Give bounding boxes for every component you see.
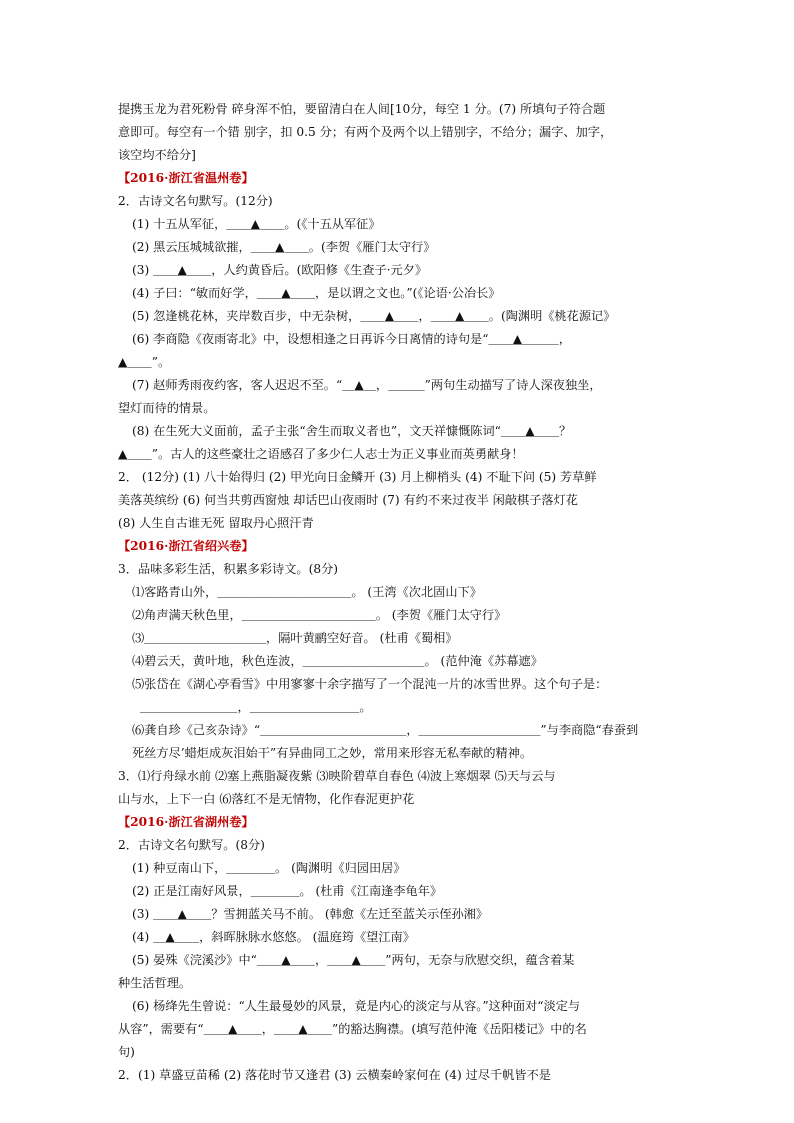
question-item: (1) 十五从军征，＿＿▲＿＿。(《十五从军征》 — [132, 217, 381, 231]
question-item: (3) ＿＿▲＿＿？雪拥蓝关马不前。 (韩愈《左迁至蓝关示侄孙湘》 — [132, 907, 489, 921]
question-item: ⑸张岱在《湖心亭看雪》中用寥寥十余字描写了一个混沌一片的冰雪世界。这个句子是： — [132, 677, 608, 691]
question-item: ＿＿＿＿＿＿＿＿，＿＿＿＿＿＿＿＿＿。 — [140, 700, 372, 714]
question-title: 2．古诗文名句默写。(8分) — [118, 838, 265, 852]
answer-line: 2． (12分) (1) 八十始得归 (2) 甲光向日金鳞开 (3) 月上柳梢头 (4) 不耻下问 (5) 芳草鲜 — [118, 470, 597, 484]
question-item: 从容”，需要有“＿＿▲＿＿，＿＿▲＿＿”的豁达胸襟。(填写范仲淹《岳阳楼记》中的名 — [118, 1022, 587, 1036]
question-item: 句) — [118, 1045, 135, 1059]
answer-line: 3．⑴行舟绿水前 ⑵塞上燕脂凝夜紫 ⑶映阶碧草自春色 ⑷波上寒烟翠 ⑸天与云与 — [118, 769, 556, 783]
question-item: 死丝方尽’蜡炬成灰泪始干”有异曲同工之妙，常用来形容无私奉献的精神。 — [132, 746, 533, 760]
answer-line: 山与水，上下一白 ⑹落红不是无情物，化作春泥更护花 — [118, 792, 415, 806]
section-header: 【2016·浙江省绍兴卷】 — [118, 539, 254, 553]
question-item: ⑵角声满天秋色里，＿＿＿＿＿＿＿＿＿＿＿。 (李贺《雁门太守行》 — [132, 608, 507, 622]
intro-line: 该空均不给分] — [118, 148, 196, 162]
question-item: 种生活哲理。 — [118, 976, 192, 990]
answer-line: 美落英缤纷 (6) 何当共剪西窗烛 却话巴山夜雨时 (7) 有约不来过夜半 闲敲棋子落灯花 — [118, 493, 578, 507]
document-body — [118, 98, 678, 1087]
question-item: (6) 杨绛先生曾说：“人生最曼妙的风景，竟是内心的淡定与从容。”这种面对“淡定与 — [132, 999, 581, 1013]
question-item: (2) 黑云压城城欲摧，＿＿▲＿＿。(李贺《雁门太守行》 — [132, 240, 436, 254]
section-header: 【2016·浙江省温州卷】 — [118, 171, 254, 185]
question-item: ▲＿＿”。古人的这些豪壮之语感召了多少仁人志士为正义事业而英勇献身！ — [118, 447, 524, 461]
section-header: 【2016·浙江省湖州卷】 — [118, 815, 254, 829]
question-item: (1) 种豆南山下，＿＿＿＿。 (陶渊明《归园田居》 — [132, 861, 406, 875]
question-title: 3．品味多彩生活，积累多彩诗文。(8分) — [118, 562, 339, 576]
question-item: ▲＿＿”。 — [118, 355, 171, 369]
question-item: ⑴客路青山外，＿＿＿＿＿＿＿＿＿＿＿。 (王湾《次北固山下》 — [132, 585, 482, 599]
intro-line: 提携玉龙为君死粉骨 碎身浑不怕，要留清白在人间[10分，每空 1 分。(7) 所填句子符合题 — [118, 102, 606, 116]
question-item: (4) 子曰：“敏而好学，＿＿▲＿＿，是以谓之文也。”(《论语·公冶长》 — [132, 286, 501, 300]
question-item: ⑷碧云天，黄叶地，秋色连波，＿＿＿＿＿＿＿＿＿＿。 (范仲淹《苏幕遮》 — [132, 654, 543, 668]
question-item: (6) 李商隐《夜雨寄北》中，设想相逢之日再诉今日离情的诗句是“＿＿▲＿＿＿， — [132, 332, 571, 346]
answer-line: 2．(1) 草盛豆苗稀 (2) 落花时节又逢君 (3) 云横秦岭家何在 (4) 过尽千帆皆不是 — [118, 1068, 551, 1082]
question-item: ⑹龚自珍《己亥杂诗》“＿＿＿＿＿＿＿＿＿＿＿＿，＿＿＿＿＿＿＿＿＿＿”与李商隐“春蚕到 — [132, 723, 639, 737]
question-item: (8) 在生死大义面前，孟子主张“舍生而取义者也”，文天祥慷慨陈词“＿＿▲＿＿？ — [132, 424, 572, 438]
question-item: (5) 晏殊《浣溪沙》中“＿＿▲＿＿，＿＿▲＿＿”两句，无奈与欣慰交织，蕴含着某 — [132, 953, 575, 967]
question-item: (3) ＿＿▲＿＿，人约黄昏后。(欧阳修《生查子·元夕》 — [132, 263, 428, 277]
question-item: (7) 赵师秀雨夜约客，客人迟迟不至。“＿▲＿，＿＿＿”两句生动描写了诗人深夜独坐， — [132, 378, 602, 392]
question-item: 望灯而待的情景。 — [118, 401, 216, 415]
question-item: (4) ＿▲＿＿，斜晖脉脉水悠悠。 (温庭筠《望江南》 — [132, 930, 415, 944]
question-title: 2．古诗文名句默写。(12分) — [118, 194, 273, 208]
question-item: ⑶＿＿＿＿＿＿＿＿＿＿，隔叶黄鹂空好音。 (杜甫《蜀相》 — [132, 631, 458, 645]
question-item: (2) 正是江南好风景，＿＿＿＿。 (杜甫《江南逢李龟年》 — [132, 884, 443, 898]
intro-line: 意即可。每空有一个错 别字，扣 0.5 分；有两个及两个以上错别字，不给分；漏字、加字， — [118, 125, 613, 139]
answer-line: (8) 人生自古谁无死 留取丹心照汗青 — [118, 516, 314, 530]
question-item: (5) 忽逢桃花林，夹岸数百步，中无杂树，＿＿▲＿＿，＿＿▲＿＿。(陶渊明《桃花源记》 — [132, 309, 616, 323]
